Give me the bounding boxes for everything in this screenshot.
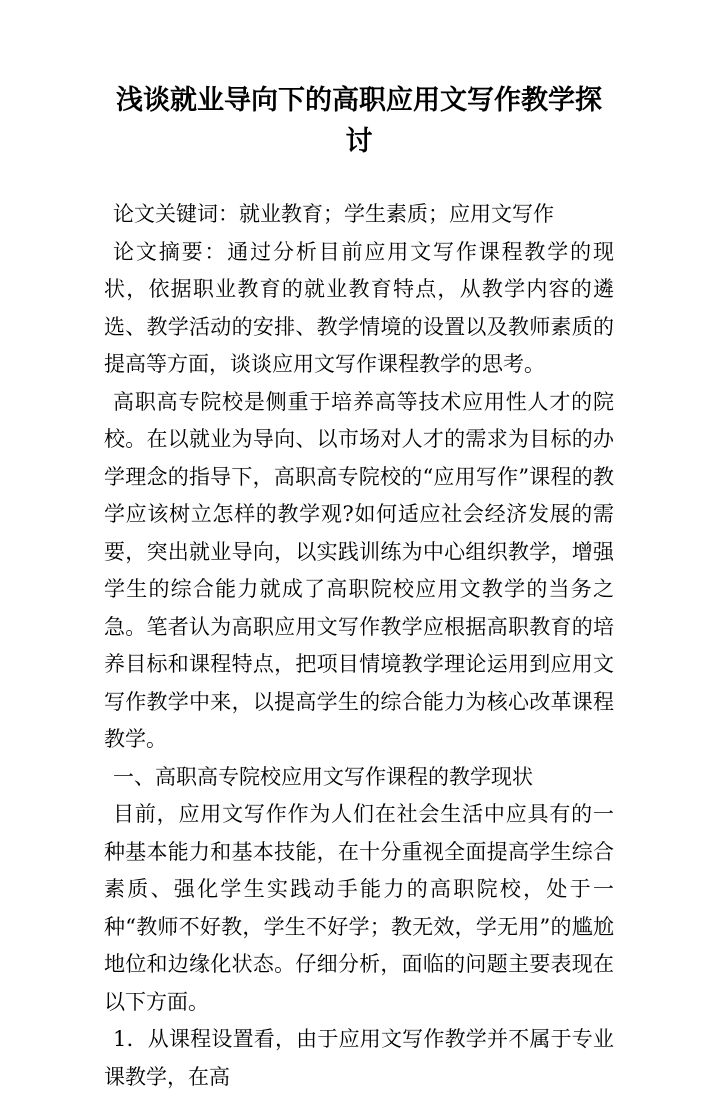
abstract-paragraph: 论文摘要：通过分析目前应用文写作课程教学的现状，依据职业教育的就业教育特点，从教学内容的遴选、教学活动的安排、教学情境的设置以及教师素质的提高等方面，谈谈应用文写作课程教学的思考。 [104, 239, 614, 376]
document-body [104, 196, 614, 1096]
list-item-one-paragraph: 1．从课程设置看，由于应用文写作教学并不属于专业课教学，在高 [104, 1027, 614, 1089]
section-one-paragraph: 目前，应用文写作作为人们在社会生活中应具有的一种基本能力和基本技能，在十分重视全面提高学生综合素质、强化学生实践动手能力的高职院校，处于一种“教师不好教，学生不好学；教无效，学无用”的尴尬地位和边缘化状态。仔细分析，面临的问题主要表现在以下方面。 [104, 802, 614, 1014]
section-heading-one: 一、高职高专院校应用文写作课程的教学现状 [113, 764, 533, 789]
page-title [104, 0, 614, 162]
keywords-line: 论文关键词：就业教育；学生素质；应用文写作 [113, 202, 554, 226]
page-title-line-1: 浅谈就业导向下的高职应用文写作教学探 [116, 85, 602, 116]
document-content [104, 0, 614, 1096]
page-title-line-2: 讨 [345, 126, 373, 157]
introduction-paragraph: 高职高专院校是侧重于培养高等技术应用性人才的院校。在以就业为导向、以市场对人才的需求为目标的办学理念的指导下，高职高专院校的“应用写作”课程的教学应该树立怎样的教学观?如何适应社会经济发展的需要，突出就业导向，以实践训练为中心组织教学，增强学生的综合能力就成了高职院校应用文教学的当务之急。笔者认为高职应用文写作教学应根据高职教育的培养目标和课程特点，把项目情境教学理论运用到应用文写作教学中来，以提高学生的综合能力为核心改革课程教学。 [104, 389, 614, 751]
